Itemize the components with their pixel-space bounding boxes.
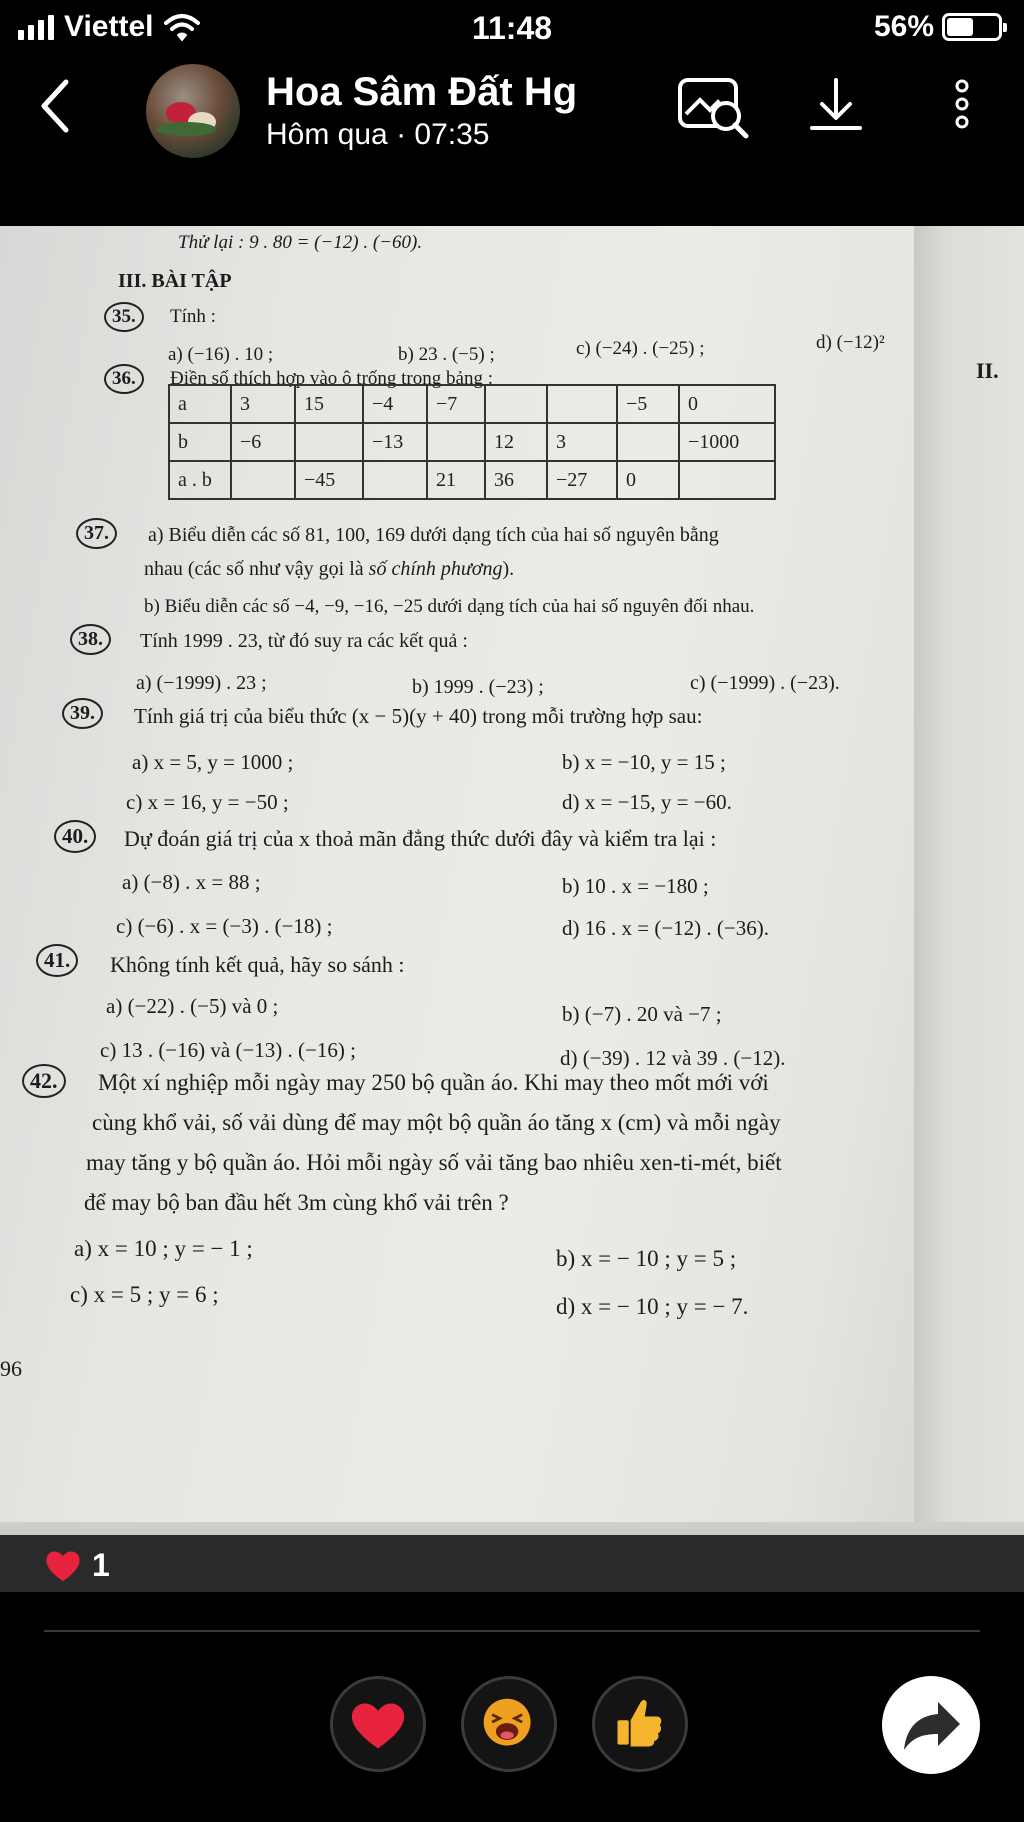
back-chevron-icon[interactable] xyxy=(36,76,76,136)
exercise-item: a) (−8) . x = 88 ; xyxy=(122,870,261,894)
more-vertical-icon[interactable] xyxy=(950,72,974,142)
exercise-title: Tính 1999 . 23, từ đó suy ra các kết quả : xyxy=(140,630,468,652)
exercise-item: d) x = −15, y = −60. xyxy=(562,790,732,814)
exercise-text: Một xí nghiệp mỗi ngày may 250 bộ quần áo. Khi may theo mốt mới với xyxy=(98,1070,769,1095)
table-cell xyxy=(231,461,295,499)
exercise-text: a) Biểu diễn các số 81, 100, 169 dưới dạng tích của hai số nguyên bằng xyxy=(148,524,719,546)
poster-name[interactable]: Hoa Sâm Đất Hg xyxy=(266,70,578,114)
table-cell: −1000 xyxy=(679,423,775,461)
exercise-text: cùng khổ vải, số vải dùng để may một bộ quần áo tăng x (cm) và mỗi ngày xyxy=(92,1110,781,1135)
check-line: Thử lại : 9 . 80 = (−12) . (−60). xyxy=(178,232,423,253)
table-cell xyxy=(617,423,679,461)
battery-icon xyxy=(942,13,1002,41)
thumbs-up-icon xyxy=(595,1679,685,1769)
exercise-title: Không tính kết quả, hãy so sánh : xyxy=(110,952,405,977)
table-cell: −13 xyxy=(363,423,427,461)
table-cell: −6 xyxy=(231,423,295,461)
table-row xyxy=(169,385,775,423)
exercise-item: d) x = − 10 ; y = − 7. xyxy=(556,1294,749,1319)
battery-percent: 56% xyxy=(873,10,934,43)
post-photo[interactable] xyxy=(0,226,1024,1592)
table-cell: 12 xyxy=(485,423,547,461)
table-cell: 3 xyxy=(231,385,295,423)
table-cell xyxy=(485,385,547,423)
section-heading: III. BÀI TẬP xyxy=(118,270,232,292)
exercise-item: b) 23 . (−5) ; xyxy=(398,344,495,365)
exercise-item: a) x = 10 ; y = − 1 ; xyxy=(74,1236,253,1261)
exercise-number: 39. xyxy=(62,698,103,729)
haha-reaction-button[interactable] xyxy=(461,1676,557,1772)
exercise-item: a) (−22) . (−5) và 0 ; xyxy=(106,994,279,1018)
exercise-item: c) 13 . (−16) và (−13) . (−16) ; xyxy=(100,1038,356,1062)
table-cell xyxy=(295,423,363,461)
exercise-item: c) (−6) . x = (−3) . (−18) ; xyxy=(116,914,333,938)
exercise-text: để may bộ ban đầu hết 3m cùng khổ vải trên ? xyxy=(84,1190,509,1215)
viewer-header xyxy=(0,56,1024,226)
page-number: 96 xyxy=(0,1356,22,1381)
table-cell xyxy=(427,423,485,461)
like-reaction-button[interactable] xyxy=(592,1676,688,1772)
laughing-face-icon xyxy=(464,1679,554,1769)
exercise-text: may tăng y bộ quần áo. Hỏi mỗi ngày số vải tăng bao nhiêu xen-ti-mét, biết xyxy=(86,1150,782,1175)
status-bar xyxy=(0,0,1024,56)
exercise-item: a) x = 5, y = 1000 ; xyxy=(132,750,294,774)
table-cell: b xyxy=(169,423,231,461)
exercise-title: Tính giá trị của biểu thức (x − 5)(y + 40) trong mỗi trường hợp sau: xyxy=(134,704,703,728)
share-arrow-icon xyxy=(882,1676,980,1774)
clock: 11:48 xyxy=(471,10,553,46)
exercise-item: c) x = 5 ; y = 6 ; xyxy=(70,1282,219,1307)
table-cell: −45 xyxy=(295,461,363,499)
image-search-icon[interactable] xyxy=(676,72,752,142)
carrier-name: Viettel xyxy=(64,10,154,43)
heart-icon xyxy=(333,1679,423,1769)
textbook-page xyxy=(0,226,1024,1592)
exercise-item: b) (−7) . 20 và −7 ; xyxy=(562,1002,722,1026)
exercise-item: d) (−12)² xyxy=(816,332,885,353)
table-cell: −4 xyxy=(363,385,427,423)
exercise-item: a) (−1999) . 23 ; xyxy=(136,672,267,694)
exercise-number: 38. xyxy=(70,624,111,655)
exercise-title: Tính : xyxy=(170,306,216,327)
exercise-title: Dự đoán giá trị của x thoả mãn đẳng thức dưới đây và kiểm tra lại : xyxy=(124,826,717,851)
table-cell: 15 xyxy=(295,385,363,423)
table-cell: −7 xyxy=(427,385,485,423)
side-mark: II. xyxy=(976,358,999,383)
table-cell: −5 xyxy=(617,385,679,423)
exercise-item: d) 16 . x = (−12) . (−36). xyxy=(562,916,769,940)
reaction-summary-bar xyxy=(0,1535,1024,1592)
share-button[interactable] xyxy=(882,1676,980,1774)
exercise-item: c) (−24) . (−25) ; xyxy=(576,338,705,359)
table-row xyxy=(169,461,775,499)
exercise-item: d) (−39) . 12 và 39 . (−12). xyxy=(560,1046,786,1070)
exercise-number: 42. xyxy=(22,1064,66,1098)
download-icon[interactable] xyxy=(806,72,866,142)
table-cell: 21 xyxy=(427,461,485,499)
exercise-item: a) (−16) . 10 ; xyxy=(168,344,274,365)
term-square-number: số chính phương xyxy=(368,558,503,580)
table-cell: 0 xyxy=(679,385,775,423)
heart-reaction-button[interactable] xyxy=(330,1676,426,1772)
exercise-number: 41. xyxy=(36,944,78,977)
exercise-item: b) x = −10, y = 15 ; xyxy=(562,750,726,774)
table-cell xyxy=(547,385,617,423)
exercise-item: b) 10 . x = −180 ; xyxy=(562,874,709,898)
table-cell: a . b xyxy=(169,461,231,499)
exercise-item: c) (−1999) . (−23). xyxy=(690,672,840,694)
table-cell xyxy=(679,461,775,499)
exercise-number: 35. xyxy=(104,302,144,332)
table-cell: 3 xyxy=(547,423,617,461)
divider xyxy=(44,1630,980,1632)
table-cell xyxy=(363,461,427,499)
exercise-item: b) x = − 10 ; y = 5 ; xyxy=(556,1246,737,1271)
avatar[interactable] xyxy=(146,64,240,158)
fill-in-table xyxy=(168,384,776,500)
exercise-number: 36. xyxy=(104,364,144,394)
exercise-text: b) Biểu diễn các số −4, −9, −16, −25 dưới dạng tích của hai số nguyên đối nhau. xyxy=(144,596,755,617)
reaction-count[interactable]: 1 xyxy=(92,1547,110,1583)
exercise-text: nhau (các số như vậy gọi là số chính phương). xyxy=(144,558,515,580)
exercise-title: Điền số thích hợp vào ô trống trong bảng : xyxy=(170,368,493,389)
table-row xyxy=(169,423,775,461)
exercise-item: c) x = 16, y = −50 ; xyxy=(126,790,289,814)
exercise-item: b) 1999 . (−23) ; xyxy=(412,676,544,698)
post-time: Hôm qua · 07:35 xyxy=(266,118,490,151)
table-cell: 36 xyxy=(485,461,547,499)
table-cell: a xyxy=(169,385,231,423)
table-cell: −27 xyxy=(547,461,617,499)
table-cell: 0 xyxy=(617,461,679,499)
heart-icon xyxy=(44,1549,82,1583)
exercise-number: 40. xyxy=(54,820,96,853)
exercise-number: 37. xyxy=(76,518,117,549)
